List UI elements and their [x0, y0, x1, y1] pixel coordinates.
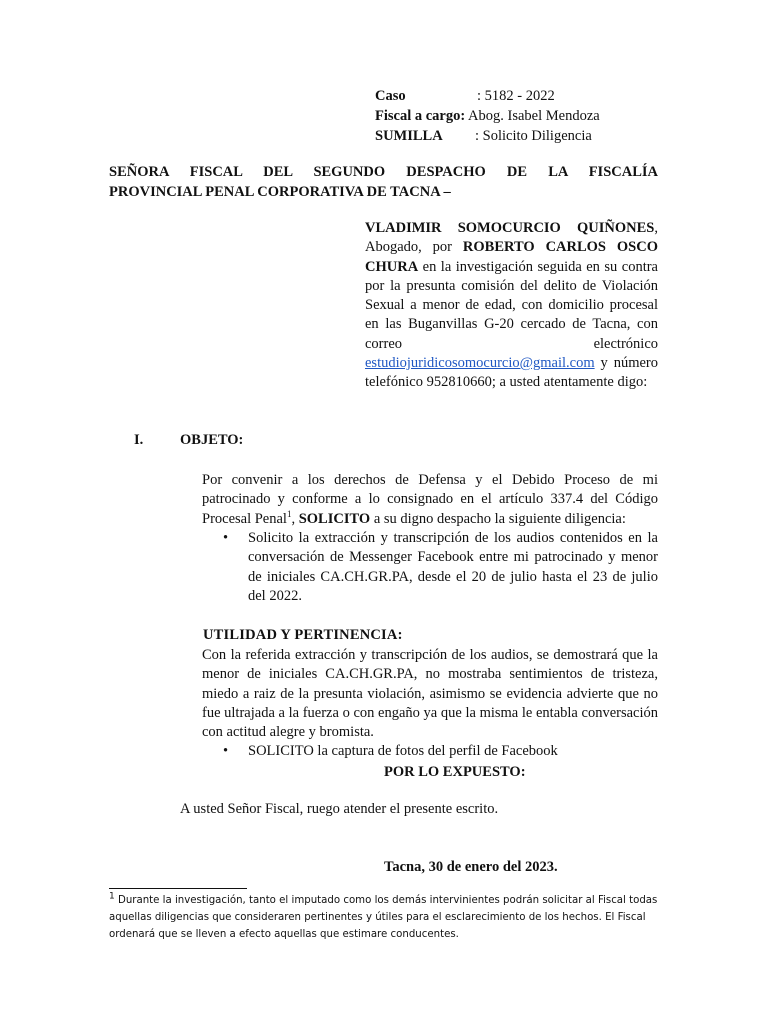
por-lo-expuesto-heading: POR LO EXPUESTO:: [384, 764, 526, 780]
footnote-divider: [109, 888, 247, 889]
date-line: Tacna, 30 de enero del 2023.: [384, 859, 558, 875]
section-number: I.: [134, 432, 144, 448]
section-heading: [134, 432, 243, 449]
sumilla-row: [375, 126, 600, 146]
fiscal-value: Abog. Isabel Mendoza: [465, 108, 600, 124]
sumilla-label: SUMILLA: [375, 128, 443, 144]
section-title: OBJETO:: [180, 432, 244, 448]
client-name: ROBERTO CARLOS OSCO CHURA: [365, 239, 658, 275]
footnote: [109, 892, 659, 943]
lawyer-name: VLADIMIR SOMOCURCIO QUIÑONES: [365, 220, 655, 236]
fiscal-row: [375, 106, 600, 126]
closing-line: A usted Señor Fiscal, ruego atender el presente escrito.: [180, 801, 499, 817]
email-link[interactable]: estudiojuridicosomocurcio@gmail.com: [365, 355, 595, 372]
list-item: • SOLICITO la captura de fotos del perfil de Facebook: [202, 742, 658, 761]
objeto-text-c: a su digno despacho la siguiente diligencia:: [370, 510, 626, 527]
case-header: [375, 86, 600, 146]
footnote-reference[interactable]: 1: [286, 508, 292, 519]
fiscal-label: Fiscal a cargo:: [375, 108, 466, 124]
solicito-keyword: SOLICITO: [298, 510, 371, 527]
footnote-number: 1: [109, 891, 115, 902]
list-item: • Solicito la extracción y transcripción de los audios contenidos en la conversación de Messenger Facebook entre mi patrocinado y menor de iniciales CA.CH.GR.PA, desde el 20 de julio hasta el 23 de julio del 2022.: [202, 529, 658, 606]
case-value: : 5182 - 2022: [477, 88, 555, 104]
utilidad-heading: UTILIDAD Y PERTINENCIA:: [203, 627, 403, 643]
objeto-paragraph: [202, 471, 658, 529]
objeto-text-b: ,: [291, 510, 299, 527]
objeto-bullet-list: [202, 529, 658, 606]
case-label: Caso: [375, 88, 406, 104]
intro-text-a: , Abogado, por: [365, 220, 658, 256]
intro-text-c: y número telefónico 952810660; a usted atentamente digo:: [365, 355, 658, 391]
addressee: [109, 162, 658, 202]
case-row: [375, 86, 600, 106]
utilidad-paragraph: Con la referida extracción y transcripción de los audios, se demostrará que la menor de iniciales CA.CH.GR.PA, no mostraba sentimientos de tristeza, miedo a raiz de la presunta violación, asimismo se evidencia advierte que no fue ultrajada a la fuerza o con engaño ya que la misma le entabla conversación con actitud alegre y bromista.: [202, 647, 658, 741]
intro-paragraph: [365, 219, 658, 393]
sumilla-value: : Solicito Diligencia: [475, 128, 592, 144]
addressee-line-2: PROVINCIAL PENAL CORPORATIVA DE TACNA –: [109, 184, 451, 200]
objeto-text-a: Por convenir a los derechos de Defensa y el Debido Proceso de mi patrocinado y conforme a lo consignado en el artículo 337.4 del Código Procesal Penal: [202, 472, 658, 527]
footnote-text: Durante la investigación, tanto el imputado como los demás intervinientes podrán solicitar al Fiscal todas aquellas diligencias que consideraren pertinentes y útiles para el esclarecimiento de los hechos. El Fiscal ordenará que se lleven a efecto aquellas que estimare conducentes.: [109, 895, 658, 940]
utilidad-bullet-list: [202, 742, 658, 761]
intro-text-b: en la investigación seguida en su contra por la presunta comisión del delito de Violación Sexual a menor de edad, con domicilio procesal en las Buganvillas G-20 cercado de Tacna, con correo electrónico: [365, 258, 658, 352]
addressee-line-1: SEÑORA FISCAL DEL SEGUNDO DESPACHO DE LA FISCALÍA: [109, 164, 658, 180]
